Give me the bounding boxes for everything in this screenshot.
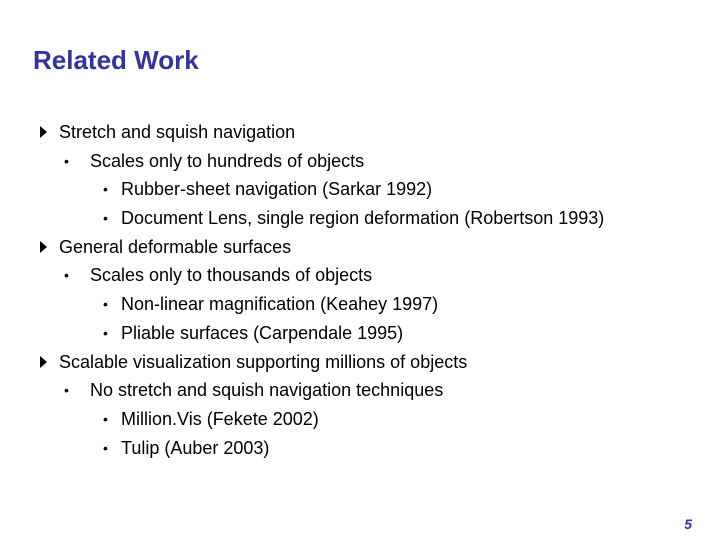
bullet-item-level-3 [0,204,720,233]
bullet-dot: • [64,382,69,399]
bullet-dot: • [103,296,108,313]
bullet-text: Rubber-sheet navigation (Sarkar 1992) [121,179,433,200]
bullet-text: Million.Vis (Fekete 2002) [121,408,319,429]
bullet-text: General deformable surfaces [59,236,292,257]
triangle-right-icon [40,348,48,377]
bullet-dot: • [103,181,108,198]
bullet-item-level-3 [0,434,720,463]
triangle-right-icon [40,118,48,147]
bullet-item-level-2 [0,147,720,176]
bullet-item-level-1 [0,348,720,377]
bullet-item-level-3 [0,319,720,348]
bullet-text: Pliable surfaces (Carpendale 1995) [121,322,404,343]
slide-title: Related Work [33,45,199,75]
bullet-item-level-3 [0,290,720,319]
triangle-right-icon [40,233,48,262]
bullet-item-level-2 [0,376,720,405]
bullet-text: Document Lens, single region deformation (Robertson 1993) [121,208,605,229]
bullet-item-level-1 [0,233,720,262]
page-number: 5 [684,516,692,532]
bullet-text: Tulip (Auber 2003) [121,437,270,458]
bullet-item-level-1 [0,118,720,147]
bullet-text: No stretch and squish navigation techniques [90,380,444,401]
bullet-item-level-2 [0,261,720,290]
bullet-text: Scalable visualization supporting millions of objects [59,351,468,372]
bullet-dot: • [103,210,108,227]
bullet-item-level-3 [0,405,720,434]
bullet-list [0,118,720,462]
bullet-text: Non-linear magnification (Keahey 1997) [121,294,439,315]
bullet-dot: • [64,267,69,284]
bullet-dot: • [103,439,108,456]
bullet-dot: • [103,410,108,427]
bullet-text: Scales only to thousands of objects [90,265,373,286]
bullet-dot: • [103,324,108,341]
bullet-item-level-3 [0,175,720,204]
bullet-dot: • [64,152,69,169]
bullet-text: Stretch and squish navigation [59,122,296,142]
bullet-text: Scales only to hundreds of objects [90,150,365,171]
